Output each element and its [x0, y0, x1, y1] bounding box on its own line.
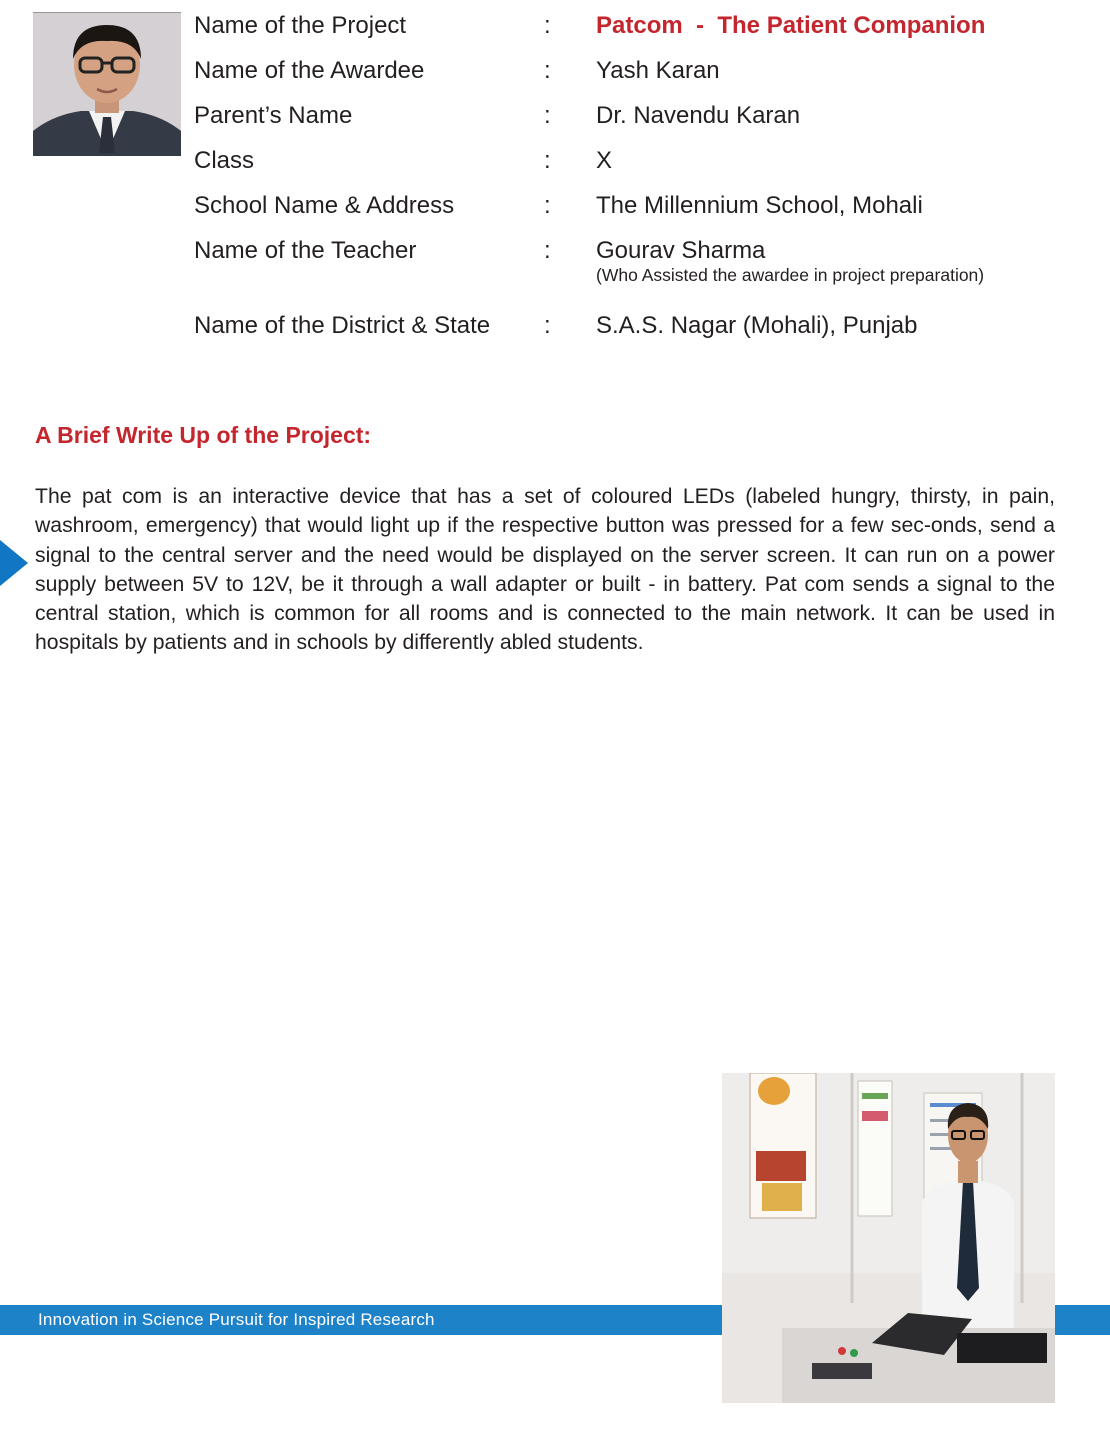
detail-value: Gourav Sharma: [596, 237, 766, 264]
detail-value: Yash Karan: [596, 57, 720, 84]
project-name: Patcom - The Patient Companion: [596, 12, 986, 39]
detail-separator: :: [544, 12, 551, 39]
detail-value: The Millennium School, Mohali: [596, 192, 923, 219]
detail-value: Dr. Navendu Karan: [596, 102, 801, 129]
detail-separator: :: [544, 192, 551, 219]
detail-label: Name of the Awardee: [194, 57, 425, 84]
detail-separator: :: [544, 102, 551, 129]
detail-label: School Name & Address: [194, 192, 455, 219]
detail-separator: :: [544, 57, 551, 84]
awardee-portrait: [33, 12, 181, 156]
awardee-portrait-image: [33, 13, 181, 156]
writeup-heading: A Brief Write Up of the Project:: [35, 422, 372, 448]
project-photo-image: [722, 1073, 1055, 1403]
teacher-note: (Who Assisted the awardee in project preparation): [596, 265, 985, 285]
detail-label: Name of the Teacher: [194, 237, 417, 264]
detail-label: Name of the Project: [194, 12, 407, 39]
project-photo: [722, 1073, 1055, 1403]
detail-separator: :: [544, 312, 551, 339]
detail-label: Name of the District & State: [194, 312, 491, 339]
detail-separator: :: [544, 237, 551, 264]
detail-label: Class: [194, 147, 255, 174]
footer-tagline: Innovation in Science Pursuit for Inspired Research: [38, 1310, 435, 1329]
detail-value: S.A.S. Nagar (Mohali), Punjab: [596, 312, 918, 339]
detail-value: X: [596, 147, 613, 174]
detail-label: Parent’s Name: [194, 102, 353, 129]
writeup-body: The pat com is an interactive device that has a set of coloured LEDs (labeled hungry, thirsty, in pain, washroom, emergency) that would light up if the respective button was pressed for a few sec-onds, send a signal to the central server and the need would be displayed on the server screen. It can run on a power supply between 5V to 12V, be it through a wall adapter or built - in battery. Pat com sends a signal to the central station, which is common for all rooms and is connected to the main network. It can be used in hospitals by patients and in schools by differently abled students.: [35, 485, 1055, 655]
detail-separator: :: [544, 147, 551, 174]
blue-triangle-marker: [0, 540, 28, 586]
